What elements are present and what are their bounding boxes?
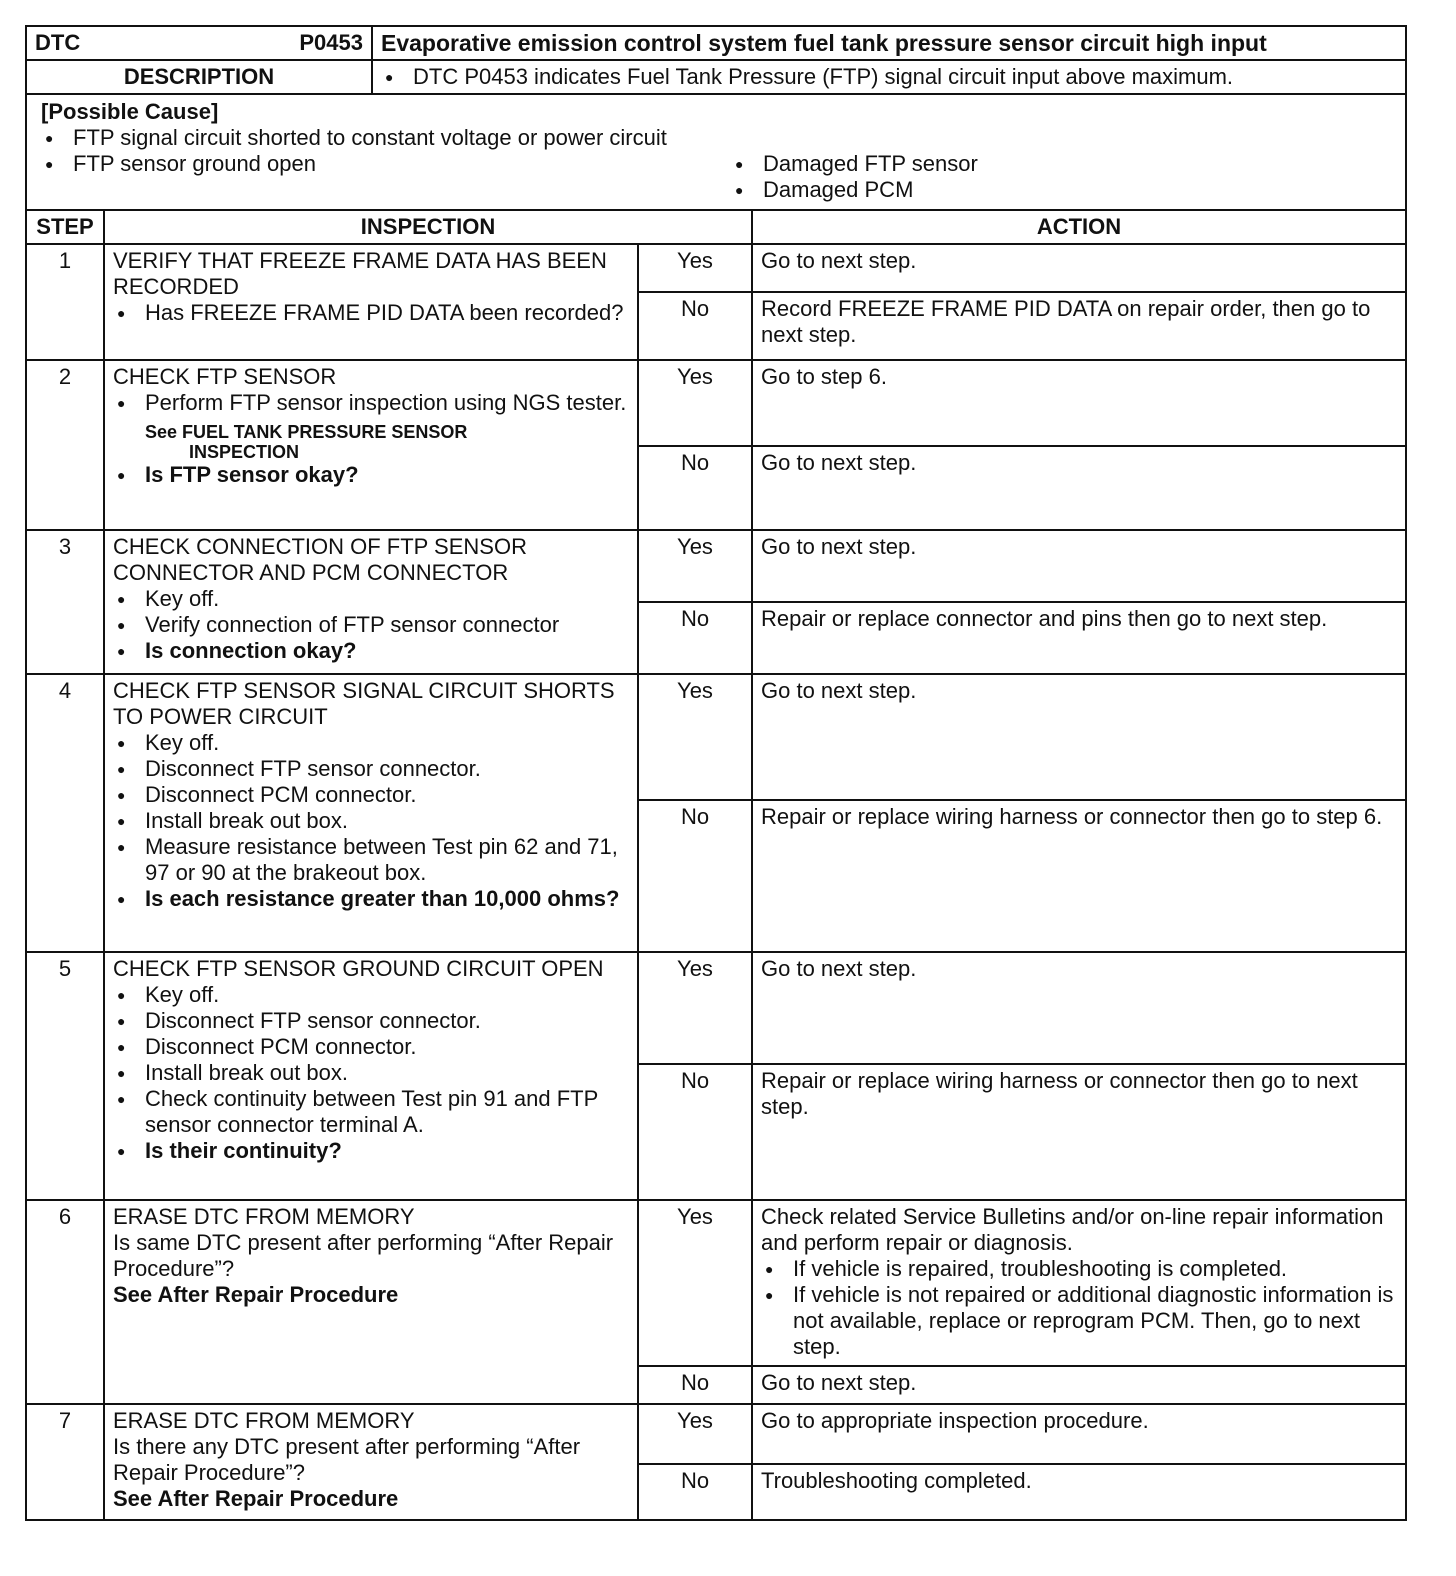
table-row bbox=[26, 1404, 1406, 1464]
step-title: ERASE DTC FROM MEMORY bbox=[113, 1204, 415, 1229]
step-inspection bbox=[104, 952, 638, 1200]
see-target: FUEL TANK PRESSURE SENSOR bbox=[182, 422, 468, 442]
step-inspection bbox=[104, 244, 638, 360]
possible-cause-cell bbox=[26, 94, 1406, 210]
no-action: Record FREEZE FRAME PID DATA on repair order, then go to next step. bbox=[752, 292, 1406, 360]
step-bullet: ● Key off. bbox=[113, 982, 629, 1008]
step-bullet: ● Install break out box. bbox=[113, 808, 629, 834]
description-cell bbox=[372, 60, 1406, 94]
no-action: Repair or replace connector and pins then go to next step. bbox=[752, 602, 1406, 674]
action-bullet: ● If vehicle is repaired, troubleshooting is completed. bbox=[761, 1256, 1397, 1282]
cause-item: ● FTP signal circuit shorted to constant voltage or power circuit bbox=[41, 125, 731, 151]
no-label: No bbox=[638, 1064, 752, 1200]
cause-item: ● FTP sensor ground open bbox=[41, 151, 731, 177]
step-title: VERIFY THAT FREEZE FRAME DATA HAS BEEN RECORDED bbox=[113, 248, 607, 299]
step-title: CHECK CONNECTION OF FTP SENSOR CONNECTOR AND PCM CONNECTOR bbox=[113, 534, 527, 585]
no-action: Go to next step. bbox=[752, 1366, 1406, 1404]
description-row bbox=[26, 60, 1406, 94]
yes-label: Yes bbox=[638, 530, 752, 602]
step-bullet: ● Disconnect FTP sensor connector. bbox=[113, 756, 629, 782]
column-header-step: STEP bbox=[26, 210, 104, 244]
cause-item: ● Damaged PCM bbox=[731, 177, 1331, 203]
column-header-row bbox=[26, 210, 1406, 244]
step-inspection bbox=[104, 530, 638, 674]
step-number: 3 bbox=[26, 530, 104, 674]
step-inspection bbox=[104, 360, 638, 530]
step-inspection bbox=[104, 1200, 638, 1404]
possible-cause-label: [Possible Cause] bbox=[41, 99, 219, 124]
table-row bbox=[26, 530, 1406, 602]
step-bullet: ● Perform FTP sensor inspection using NGS tester. bbox=[113, 390, 629, 416]
description-text: ● DTC P0453 indicates Fuel Tank Pressure (FTP) signal circuit input above maximum. bbox=[381, 64, 1397, 90]
step-bullet: ● Disconnect PCM connector. bbox=[113, 1034, 629, 1060]
step-question: ● Is each resistance greater than 10,000 ohms? bbox=[113, 886, 629, 912]
step-title: ERASE DTC FROM MEMORY bbox=[113, 1408, 415, 1433]
step-question: ● Is connection okay? bbox=[113, 638, 629, 664]
see-target-cont: INSPECTION bbox=[189, 442, 300, 462]
step-question: ● Is FTP sensor okay? bbox=[113, 462, 629, 488]
step-text: Is same DTC present after performing “After Repair Procedure”? bbox=[113, 1230, 614, 1281]
yes-action: Check related Service Bulletins and/or on-line repair information and perform repair or diagnosis. bbox=[761, 1204, 1384, 1255]
step-bullet: ● Disconnect PCM connector. bbox=[113, 782, 629, 808]
step-bullet: ● Disconnect FTP sensor connector. bbox=[113, 1008, 629, 1034]
yes-label: Yes bbox=[638, 1200, 752, 1366]
yes-action-cell bbox=[752, 1200, 1406, 1366]
yes-action: Go to next step. bbox=[752, 952, 1406, 1064]
no-action: Repair or replace wiring harness or connector then go to next step. bbox=[752, 1064, 1406, 1200]
yes-action: Go to step 6. bbox=[752, 360, 1406, 446]
step-bullet: ● Has FREEZE FRAME PID DATA been recorded? bbox=[113, 300, 629, 326]
no-label: No bbox=[638, 1366, 752, 1404]
step-number: 1 bbox=[26, 244, 104, 360]
no-action: Troubleshooting completed. bbox=[752, 1464, 1406, 1520]
dtc-header-row bbox=[26, 26, 1406, 60]
step-bullet: ● Check continuity between Test pin 91 and FTP sensor connector terminal A. bbox=[113, 1086, 629, 1138]
step-number: 6 bbox=[26, 1200, 104, 1404]
yes-label: Yes bbox=[638, 360, 752, 446]
no-label: No bbox=[638, 446, 752, 530]
possible-cause-row bbox=[26, 94, 1406, 210]
step-inspection bbox=[104, 674, 638, 952]
no-label: No bbox=[638, 602, 752, 674]
no-action: Repair or replace wiring harness or connector then go to step 6. bbox=[752, 800, 1406, 952]
dtc-code: P0453 bbox=[299, 30, 363, 55]
step-bullet: ● Key off. bbox=[113, 730, 629, 756]
table-row bbox=[26, 1200, 1406, 1366]
dtc-label: DTC bbox=[35, 30, 81, 55]
column-header-inspection: INSPECTION bbox=[104, 210, 752, 244]
step-title: CHECK FTP SENSOR SIGNAL CIRCUIT SHORTS TO POWER CIRCUIT bbox=[113, 678, 615, 729]
step-inspection bbox=[104, 1404, 638, 1520]
step-bullet: ● Verify connection of FTP sensor connector bbox=[113, 612, 629, 638]
see-reference: See After Repair Procedure bbox=[113, 1282, 399, 1307]
step-title: CHECK FTP SENSOR bbox=[113, 364, 337, 389]
no-label: No bbox=[638, 800, 752, 952]
yes-action: Go to appropriate inspection procedure. bbox=[752, 1404, 1406, 1464]
cause-item: ● Damaged FTP sensor bbox=[731, 151, 1331, 177]
table-row bbox=[26, 674, 1406, 800]
possible-cause-left-list bbox=[41, 125, 731, 203]
yes-label: Yes bbox=[638, 952, 752, 1064]
see-reference: See After Repair Procedure bbox=[113, 1486, 399, 1511]
yes-action: Go to next step. bbox=[752, 530, 1406, 602]
see-reference bbox=[113, 422, 629, 462]
see-prefix: See bbox=[145, 422, 178, 442]
action-bullet: ● If vehicle is not repaired or additional diagnostic information is not available, replace or reprogram PCM. Then, go to next step. bbox=[761, 1282, 1397, 1360]
step-question: ● Is their continuity? bbox=[113, 1138, 629, 1164]
yes-action: Go to next step. bbox=[752, 674, 1406, 800]
step-bullet: ● Install break out box. bbox=[113, 1060, 629, 1086]
step-bullet: ● Measure resistance between Test pin 62 and 71, 97 or 90 at the brakeout box. bbox=[113, 834, 629, 886]
dtc-code-cell bbox=[26, 26, 372, 60]
dtc-procedure-table bbox=[25, 25, 1407, 1521]
yes-action: Go to next step. bbox=[752, 244, 1406, 292]
step-number: 7 bbox=[26, 1404, 104, 1520]
step-number: 5 bbox=[26, 952, 104, 1200]
yes-label: Yes bbox=[638, 1404, 752, 1464]
table-row bbox=[26, 360, 1406, 446]
possible-cause-right-list bbox=[731, 125, 1331, 203]
column-header-action: ACTION bbox=[752, 210, 1406, 244]
dtc-title: Evaporative emission control system fuel tank pressure sensor circuit high input bbox=[372, 26, 1406, 60]
description-label: DESCRIPTION bbox=[26, 60, 372, 94]
table-row bbox=[26, 952, 1406, 1064]
step-text: Is there any DTC present after performing “After Repair Procedure”? bbox=[113, 1434, 581, 1485]
no-label: No bbox=[638, 1464, 752, 1520]
yes-label: Yes bbox=[638, 674, 752, 800]
table-row bbox=[26, 244, 1406, 292]
step-number: 4 bbox=[26, 674, 104, 952]
step-number: 2 bbox=[26, 360, 104, 530]
step-bullet: ● Key off. bbox=[113, 586, 629, 612]
dtc-procedure-sheet bbox=[25, 25, 1405, 1521]
step-title: CHECK FTP SENSOR GROUND CIRCUIT OPEN bbox=[113, 956, 604, 981]
yes-label: Yes bbox=[638, 244, 752, 292]
no-action: Go to next step. bbox=[752, 446, 1406, 530]
no-label: No bbox=[638, 292, 752, 360]
